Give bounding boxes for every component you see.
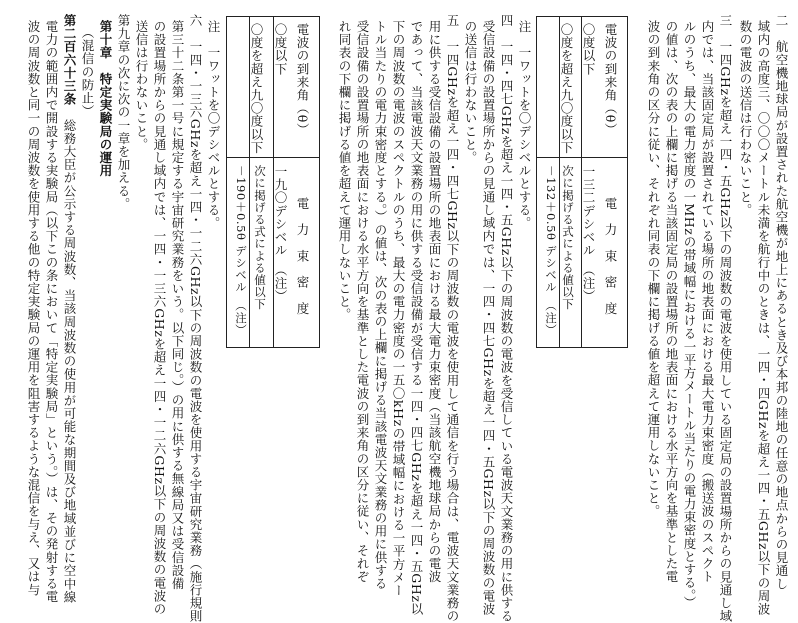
- table-header-angle: 電波の到来角（θ）: [603, 23, 618, 136]
- text-line: 波の到来角の区分に従い、それぞれ同表の下欄に掲げる値を超えて運用しないこと。: [646, 20, 661, 518]
- text-line: 注 一ワットを〇デシベルとする。: [206, 20, 221, 230]
- text-line: の送信は行わないこと。: [463, 20, 478, 165]
- text-line: 波の周波数と同一の周波数を使用する他の特定実験局の運用を阻害するような混信を与え、又は与: [26, 20, 41, 597]
- flux-density-table-2: [226, 16, 320, 348]
- text-line: 用に供する受信設備の設置場所の地表面における最大電力束密度（当該航空機地球局からの電波: [427, 20, 442, 584]
- table-cell-value: 一九〇デシベル （注）: [273, 165, 288, 303]
- text-line: 下の周波数の電波のスペクトルのうち、最大の電力密度の一五〇kHzの帯域幅における一平方メー: [391, 20, 406, 598]
- text-line: 注 一ワットを〇デシベルとする。: [517, 20, 532, 230]
- text-line: 第三十二条第一号に規定する宇宙研究業務をいう。以下同じ。）の用に供する無線局又は受信設備: [170, 20, 185, 591]
- table-header-density: 電 力 束 密 度: [295, 197, 310, 315]
- text-line: 内では、当該固定局が設置されている場所の地表面における最大電力束密度（搬送波のスペクト: [700, 20, 715, 584]
- table-cell-angle: 〇度を超え九〇度以下: [249, 23, 264, 154]
- text-line: れ同表の下欄に掲げる値を超えて運用しないこと。: [337, 20, 352, 322]
- text-line: 五 一四GHzを超え一四・四七GHz以下の周波数の電波を使用して通信を行う場合は、電波天文業務の: [445, 14, 460, 623]
- text-line: 六 一四・一三六GHzを超え一四・一二六GHz以下の周波数の電波を使用する宇宙研究業務（施行規則: [188, 14, 203, 623]
- table-cell-angle: 〇度以下: [581, 23, 596, 76]
- article-text: 第二百六十三条 総務大臣が公示する周波数、当該周波数の使用が可能な期間及び地域並びに空中線: [62, 14, 77, 604]
- table-cell-formula: －190＋0.5θ デシベル （注）: [234, 165, 248, 336]
- table-cell-value: 次に掲げる式による値以下: [253, 165, 267, 311]
- text-line: 送信は行わないこと。: [134, 20, 149, 151]
- text-line: 二 航空機地球局が設置された航空機が地上にあるとき及び本邦の陸地の任意の地点からの見通し: [774, 14, 789, 591]
- table-cell-angle: 〇度以下: [273, 23, 288, 76]
- text-line: 数の電波の送信は行わないこと。: [738, 20, 753, 217]
- table-header-angle: 電波の到来角（θ）: [295, 23, 310, 136]
- article-number: 第二百六十三条: [62, 14, 77, 106]
- section-caption: （混信の防止）: [80, 26, 95, 118]
- text-line: 電力の範囲内で開設する実験局（以下この条において「特定実験局」という。）は、その発射する電: [44, 20, 59, 604]
- table-cell-angle: 〇度を超え九〇度以下: [559, 23, 574, 154]
- text-line: 三 一四GHzを超え一四・五GHz以下の周波数の電波を使用している固定局の設置場所からの見通し域: [718, 14, 733, 623]
- text-line: 受信設備の設置場所からの見通し域内では、一四・四七GHzを超え一四・五GHz以下の周波数の電波: [481, 20, 496, 616]
- text-line: 四 一四・四七GHzを超え一四・五GHz以下の周波数の電波を受信している電波天文業務の用に供する: [499, 14, 514, 623]
- text-line: 域内の高度三、〇〇〇メートル未満を航行中のときは、一四・四GHzを超え一四・五GHz以下の周波: [756, 20, 771, 616]
- text-line: の値は、次の表の上欄に掲げる当該固定局の設置場所の地表面における水平方向を基準とした電: [664, 20, 679, 584]
- text-line: 第九章の次に次の一章を加える。: [116, 14, 131, 211]
- text-line: であって、当該電波天文業務の用に供する受信設備が受信する一四・四七GHzを超え一四・五GHz以: [409, 20, 424, 616]
- text-line: の設置場所からの見通し域内では、一四・一三六GHzを超え一四・一二六GHz以下の周波数の電波の: [152, 20, 167, 616]
- chapter-heading: 第十章 特定実験局の運用: [98, 20, 113, 178]
- text-line: ルのうち、最大の電力密度の一MHzの帯域幅における一平方メートル当たりの電力束密度とする。）: [682, 20, 697, 610]
- table-header-density: 電 力 束 密 度: [603, 197, 618, 315]
- table-cell-formula: －132＋0.5θ デシベル （注）: [544, 165, 558, 336]
- text-line: 受信設備の設置場所の地表面における水平方向を基準とした電波の到来角の区分に従い、それぞ: [355, 20, 370, 584]
- table-cell-value: 次に掲げる式による値以下: [561, 165, 575, 311]
- text-line: トル当たりの電力束密度とする。）の値は、次の表の上欄に掲げる当該電波天文業務の用に供する: [373, 20, 388, 591]
- flux-density-table-1: [536, 16, 628, 348]
- table-cell-value: 一三二デシベル （注）: [581, 165, 596, 303]
